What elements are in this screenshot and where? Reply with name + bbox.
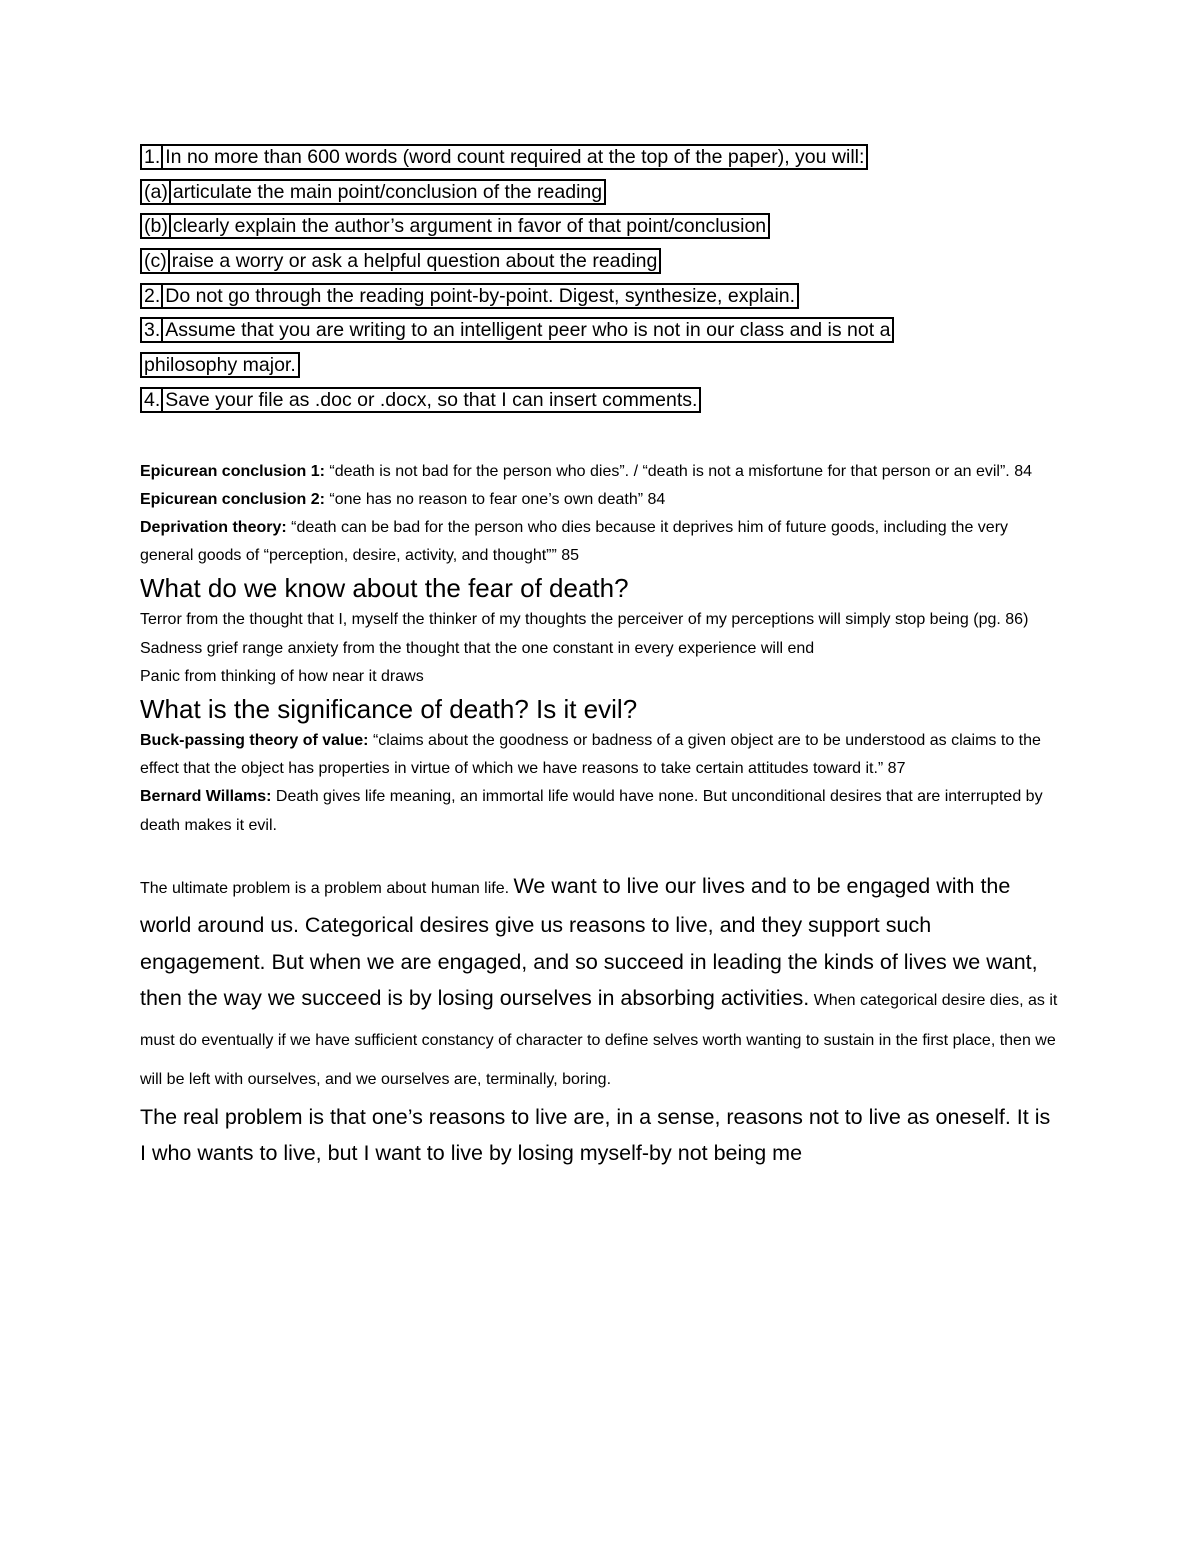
instruction-2 xyxy=(140,279,1060,314)
instruction-text: Assume that you are writing to an intelligent peer who is not in our class and is not a xyxy=(161,317,894,343)
instruction-text: articulate the main point/conclusion of the reading xyxy=(169,179,606,205)
term-label: Deprivation theory: xyxy=(140,518,287,536)
closing-quote: We want to live our lives and to be engaged with the world around us. Categorical desires give us reasons to live, and they support such engagement. But when we are engaged, and so succeed in leading the kinds of lives we want, then the way we succeed is by losing ourselves in absorbing activities. xyxy=(140,873,1038,1011)
closing-paragraph xyxy=(140,868,1060,1099)
instruction-1 xyxy=(140,140,1060,175)
instruction-3 xyxy=(140,313,1060,348)
term-label: Epicurean conclusion 2: xyxy=(140,490,325,508)
instruction-3-continued xyxy=(140,348,1060,383)
note-sadness: Sadness grief range anxiety from the thought that the one constant in every experience will end xyxy=(140,639,815,657)
term-label: Bernard Willams: xyxy=(140,788,272,806)
instruction-a xyxy=(140,175,1060,210)
instruction-number: 3. xyxy=(140,317,161,343)
instruction-c xyxy=(140,244,1060,279)
instruction-number: 1. xyxy=(140,144,161,170)
definitions xyxy=(140,458,1060,571)
instruction-text: Save your file as .doc or .docx, so that I can insert comments. xyxy=(161,387,701,413)
closing-tail: When categorical desire dies, as it must do eventually if we have sufficient constancy of character to define selves worth wanting to sustain in the first place, then we will be left with ourselves, and we ourselves are, terminally, boring. xyxy=(140,992,1058,1089)
deprivation-theory xyxy=(140,514,1060,570)
instruction-number: 4. xyxy=(140,387,161,413)
term-label: Epicurean conclusion 1: xyxy=(140,462,325,480)
epicurean-conclusion-2 xyxy=(140,486,1060,514)
note-terror: Terror from the thought that I, myself the thinker of my thoughts the perceiver of my perceptions will simply stop being (pg. 86) xyxy=(140,611,1029,629)
document-page xyxy=(140,140,1060,1172)
instruction-number: (c) xyxy=(140,248,168,274)
bernard-williams xyxy=(140,783,1060,839)
heading-fear-of-death: What do we know about the fear of death? xyxy=(140,573,629,604)
note-panic: Panic from thinking of how near it draws xyxy=(140,667,424,685)
term-text: “death can be bad for the person who dies because it deprives him of future goods, including the very general goods of “perception, desire, activity, and thought”” 85 xyxy=(140,518,1009,565)
instruction-text: Do not go through the reading point-by-point. Digest, synthesize, explain. xyxy=(161,283,799,309)
instruction-text: raise a worry or ask a helpful question about the reading xyxy=(168,248,662,274)
term-label: Buck-passing theory of value: xyxy=(140,731,369,749)
fear-of-death-notes xyxy=(140,606,1060,691)
closing-lead: The ultimate problem is a problem about human life. xyxy=(140,879,514,897)
instruction-text: In no more than 600 words (word count required at the top of the paper), you will: xyxy=(161,144,868,170)
term-text: “one has no reason to fear one’s own death” 84 xyxy=(324,490,666,508)
epicurean-conclusion-1 xyxy=(140,458,1060,486)
significance-notes xyxy=(140,727,1060,840)
instruction-number: (a) xyxy=(140,179,169,205)
instruction-4 xyxy=(140,383,1060,418)
final-paragraph: The real problem is that one’s reasons to live are, in a sense, reasons not to live as oneself. It is I who wants to live, but I want to live by losing myself-by not being me xyxy=(140,1104,1051,1166)
heading-significance-of-death: What is the significance of death? Is it evil? xyxy=(140,693,638,724)
instruction-text: clearly explain the author’s argument in favor of that point/conclusion xyxy=(169,213,770,239)
buck-passing-theory xyxy=(140,727,1060,783)
term-text: “claims about the goodness or badness of a given object are to be understood as claims to the effect that the object has properties in virtue of which we have reasons to take certain attitudes toward it.” 87 xyxy=(140,731,1041,778)
instruction-b xyxy=(140,209,1060,244)
instruction-number: (b) xyxy=(140,213,169,239)
term-text: Death gives life meaning, an immortal life would have none. But unconditional desires that are interrupted by death makes it evil. xyxy=(140,788,1043,834)
assignment-instructions xyxy=(140,140,1060,418)
term-text: “death is not bad for the person who dies”. / “death is not a misfortune for that person or an evil”. 84 xyxy=(324,462,1032,480)
instruction-number: 2. xyxy=(140,283,161,309)
instruction-text: philosophy major. xyxy=(140,352,300,378)
